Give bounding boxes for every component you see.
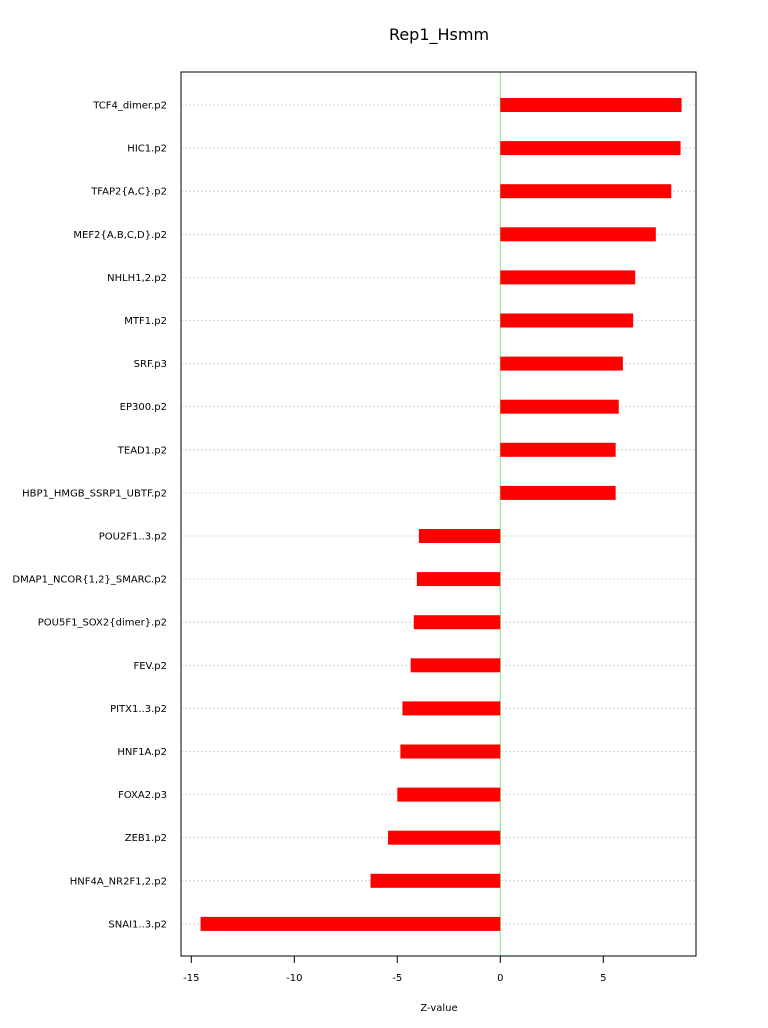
bar-layer [201,98,682,931]
bar [400,745,500,759]
bar [500,314,633,328]
x-axis [183,956,606,984]
bar [417,572,500,586]
bar [500,443,615,457]
bar [414,615,501,629]
x-tick-label: -15 [183,973,200,984]
category-label: PITX1..3.p2 [110,703,167,715]
category-label: SRF.p3 [133,359,167,371]
category-label: HIC1.p2 [127,143,167,155]
category-label: DMAP1_NCOR{1,2}_SMARC.p2 [12,574,167,586]
x-axis-label: Z-value [420,1003,458,1014]
plot-frame [181,72,696,956]
bar [500,400,618,414]
bar [388,831,500,845]
bar [411,658,501,672]
category-label: FOXA2.p3 [118,790,167,802]
category-label: FEV.p2 [133,660,167,672]
bar [500,357,623,371]
category-label: NHLH1,2.p2 [107,272,167,284]
bar [500,184,671,198]
category-label: ZEB1.p2 [124,833,167,845]
bar [500,270,635,284]
bar [201,917,501,931]
category-label: HNF4A_NR2F1,2.p2 [69,876,167,888]
x-tick-label: -5 [392,973,403,984]
bar [500,141,680,155]
bar [500,486,615,500]
category-label: HBP1_HMGB_SSRP1_UBTF.p2 [22,488,167,500]
category-label: POU2F1..3.p2 [98,531,167,543]
bar [500,227,656,241]
category-labels [12,101,167,931]
bar [397,788,500,802]
category-label: TFAP2{A,C}.p2 [91,186,167,198]
category-label: SNAI1..3.p2 [108,919,167,931]
category-label: TEAD1.p2 [117,445,167,457]
x-tick-label: 0 [497,973,504,984]
bar [371,874,501,888]
category-label: EP300.p2 [119,402,167,414]
x-tick-label: 5 [600,973,607,984]
category-label: TCF4_dimer.p2 [93,100,167,112]
bar [402,701,500,715]
category-label: MEF2{A,B,C,D}.p2 [73,229,167,241]
category-label: POU5F1_SOX2{dimer}.p2 [37,617,167,629]
bar [500,98,681,112]
chart-title: Rep1_Hsmm [388,25,490,44]
bar [419,529,500,543]
x-tick-label: -10 [286,973,303,984]
category-label: MTF1.p2 [124,316,167,327]
category-label: HNF1A.p2 [117,747,167,758]
